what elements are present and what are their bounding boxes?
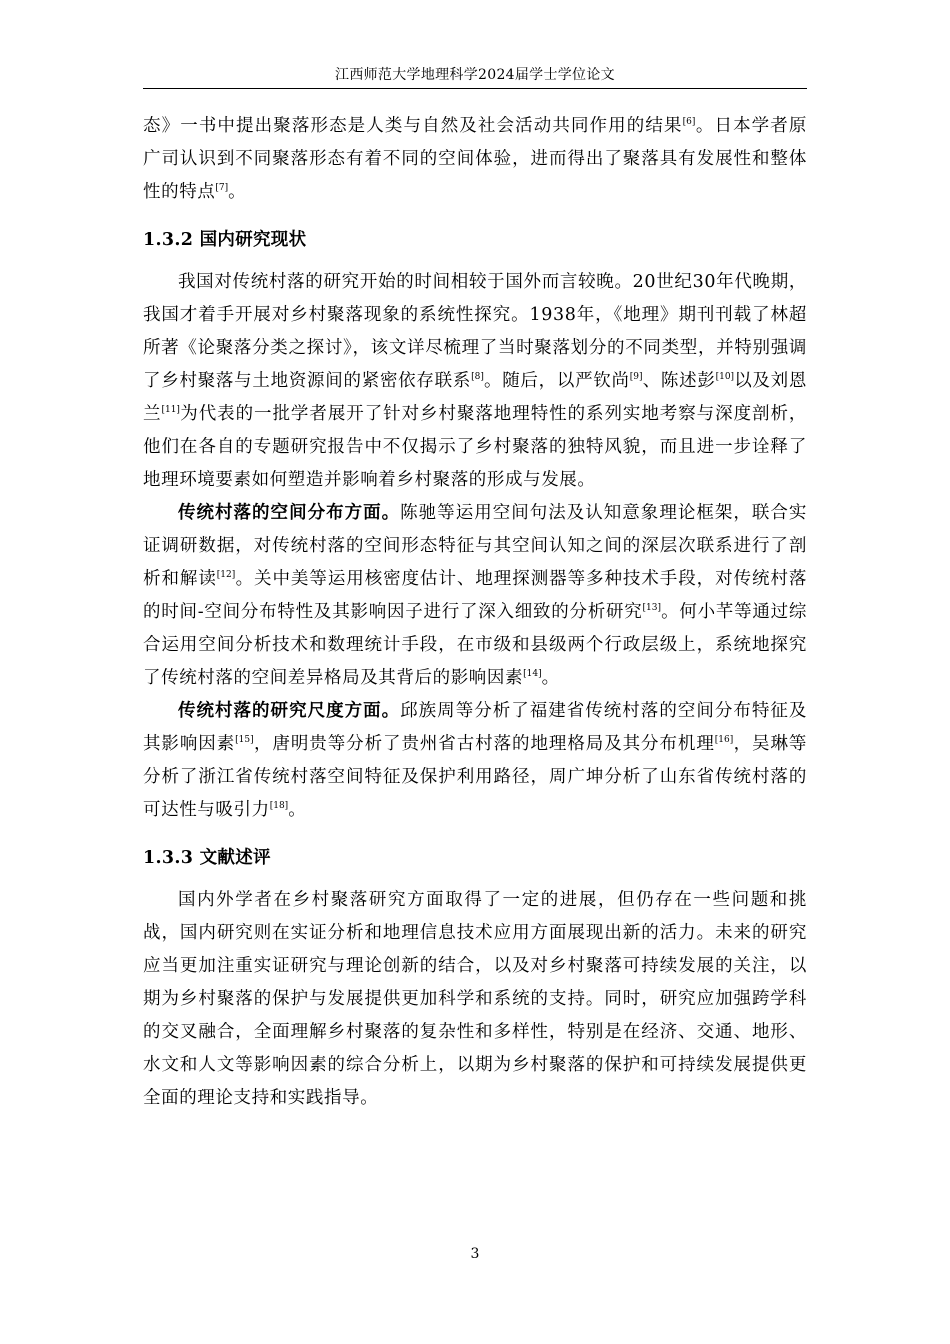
citation: [16]	[714, 734, 734, 745]
citation: [11]	[161, 404, 180, 415]
text-run: 以及刘恩兰	[143, 371, 807, 424]
text-run: 。关中美等运用核密度估计、地理探测器等多种技术手段，对传统村落的时间-空间分布特性及其影响因子进行了深入细致的分析研究	[143, 569, 807, 622]
text-run: 国内外学者在乡村聚落研究方面取得了一定的进展，但仍存在一些问题和挑战，国内研究则在实证分析和地理信息技术应用方面展现出新的活力。未来的研究应当更加注重实证研究与理论创新的结合，以及对乡村聚落可持续发展的关注，以期为乡村聚落的保护与发展提供更加科学和系统的支持。同时，研究应加强跨学科的交叉融合，全面理解乡村聚落的复杂性和多样性，特别是在经济、交通、地形、水文和人文等影响因素的综合分析上，以期为乡村聚落的保护和可持续发展提供更全面的理论支持和实践指导。	[143, 890, 807, 1108]
section-heading-1-3-2: 1.3.2 国内研究现状	[143, 230, 307, 250]
text-run: ，唐明贵等分析了贵州省古村落的地理格局及其分布机理	[253, 734, 715, 754]
citation: [10]	[715, 371, 735, 382]
text-run: 邱族周等分析了福建省传统村落的空间分布特征及其影响因素	[143, 701, 808, 754]
citation: [15]	[235, 734, 254, 745]
citation: [9]	[629, 371, 643, 382]
header-rule	[143, 88, 807, 89]
citation: [6]	[682, 116, 696, 127]
citation: [14]	[523, 668, 542, 679]
section-heading-1-3-3: 1.3.3 文献述评	[143, 848, 271, 868]
text-run: ，吴琳等分析了浙江省传统村落空间特征及保护利用路径，周广坤分析了山东省传统村落的可达性与吸引力	[143, 734, 808, 820]
citation: [13]	[642, 602, 661, 613]
text-run: 。	[541, 668, 560, 688]
citation: [8]	[471, 371, 484, 382]
spatial-distribution-paragraph	[143, 497, 807, 695]
text-run: 。随后，以严钦尚	[483, 371, 630, 391]
text-run: 。何小芊等通过综合运用空间分析技术和数理统计手段，在市级和县级两个行政层级上，系统地探究了传统村落的空间差异格局及其背后的影响因素	[143, 602, 807, 688]
literature-review-paragraph	[143, 884, 807, 1115]
page-number: 3	[470, 1246, 480, 1262]
page-body	[143, 110, 807, 1115]
text-run: 。日本学者原广司认识到不同聚落形态有着不同的空间体验，进而得出了聚落具有发展性和整体性的特点	[143, 116, 807, 202]
text-run: 为代表的一批学者展开了针对乡村聚落地理特性的系列实地考察与深度剖析，他们在各自的专题研究报告中不仅揭示了乡村聚落的独特风貌，而且进一步诠释了地理环境要素如何塑造并影响着乡村聚落的形成与发展。	[143, 404, 807, 490]
research-scale-paragraph	[143, 695, 807, 827]
paragraph-lead: 传统村落的空间分布方面。	[178, 503, 401, 523]
paragraph-lead: 传统村落的研究尺度方面。	[178, 701, 401, 721]
text-run: 、陈述彭	[642, 371, 716, 391]
citation: [12]	[216, 569, 236, 580]
text-run: 陈驰等运用空间句法及认知意象理论框架，联合实证调研数据，对传统村落的空间形态特征与其空间认知之间的深层次联系进行了剖析和解读	[143, 503, 808, 589]
citation: [7]	[215, 182, 229, 193]
citation: [18]	[269, 800, 289, 811]
text-run: 我国对传统村落的研究开始的时间相较于国外而言较晚。20世纪30年代晚期，我国才着手开展对乡村聚落现象的系统性探究。1938年，《地理》期刊刊载了林超所著《论聚落分类之探讨》，该文详尽梳理了当时聚落划分的不同类型，并特别强调了乡村聚落与土地资源间的紧密依存联系	[143, 272, 807, 391]
text-run: 。	[288, 800, 307, 820]
intro-paragraph	[143, 110, 807, 209]
text-run: 态》一书中提出聚落形态是人类与自然及社会活动共同作用的结果	[143, 116, 683, 136]
text-run: 。	[228, 182, 247, 202]
domestic-research-paragraph	[143, 266, 807, 497]
running-header: 江西师范大学地理科学2024届学士学位论文	[335, 67, 615, 83]
